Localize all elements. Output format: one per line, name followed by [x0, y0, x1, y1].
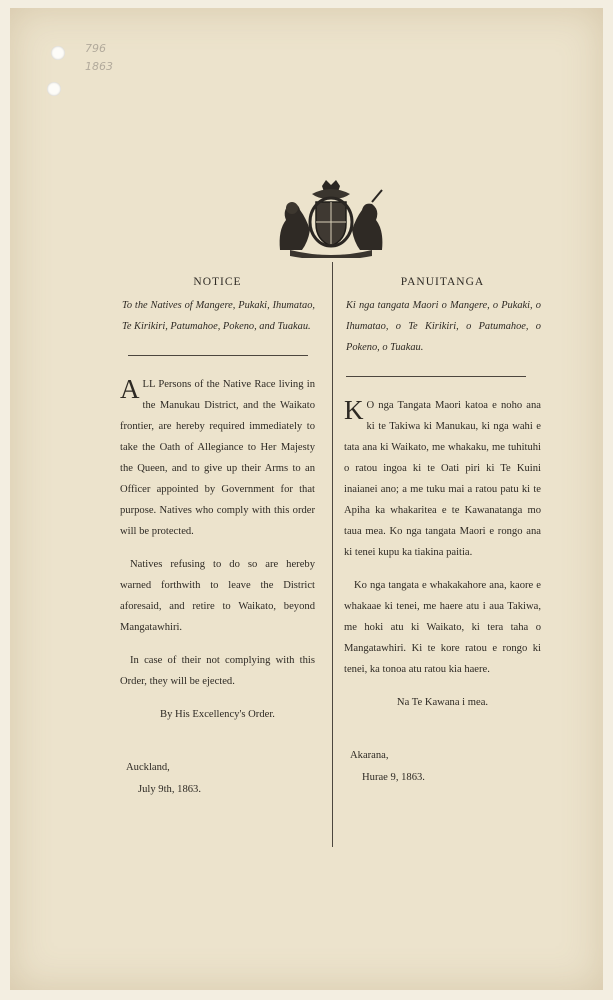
english-subheading: To the Natives of Mangere, Pukaki, Ihumatao, Te Kirikiri, Patumahoe, Pokeno, and Tuakau.: [122, 300, 315, 332]
pencil-annotation: [85, 40, 113, 76]
english-signature: By His Excellency's Order.: [160, 709, 275, 720]
english-paragraph-3: In case of their not complying with this Order, they will be ejected.: [120, 655, 315, 687]
english-paragraph-2: Natives refusing to do so are hereby warned forthwith to leave the District aforesaid, and retire to Waikato, beyond Mangatawhiri.: [120, 559, 315, 633]
maori-subheading: Ki nga tangata Maori o Mangere, o Pukaki, o Ihumatao, o Te Kirikiri, o Patumahoe, o Pokeno, o Tuakau.: [346, 300, 541, 353]
english-notice: [120, 272, 315, 801]
maori-signature: Na Te Kawana i mea.: [396, 697, 489, 708]
maori-paragraph-1: K O nga Tangata Maori katoa e noho ana ki te Takiwa ki Manukau, ki nga wahi e tata ana ki Waikato, me whakaku, me tuhituhi o ratou ingoa ki te Oati piri ki Te Kuini inaianei ano; a me tuku mai a ratou patu ki te Apiha ka whakaritea e te Kawanatanga mo taua mea. Ko nga tangata Maori e rongo ana ki tenei kupu ka tiakina paitia.: [344, 395, 541, 558]
maori-paragraph-2: Ko nga tangata e whakakahore ana, kaore e whakaae ki tenei, me haere atu i aua Takiwa, me hoki atu ki Waikato, ki tera taha o Mangatawhiri. Ki te kore ratou e rongo ki tenei, ka tonoa atu ratou kia haere.: [344, 580, 541, 675]
english-heading: NOTICE: [193, 276, 242, 288]
maori-notice: [344, 272, 541, 789]
maori-heading: PANUITANGA: [400, 276, 485, 288]
english-place: Auckland,: [126, 762, 170, 773]
punch-hole: [51, 46, 65, 60]
divider: [346, 376, 526, 377]
royal-coat-of-arms: [272, 180, 390, 258]
pencil-note-number: 796: [85, 42, 106, 55]
english-date: July 9th, 1863.: [138, 784, 201, 795]
maori-place: Akarana,: [350, 750, 389, 761]
drop-cap: A: [120, 374, 140, 404]
pencil-note-year: 1863: [85, 60, 113, 73]
divider: [128, 355, 308, 356]
drop-cap: K: [344, 395, 364, 425]
column-divider: [332, 262, 333, 847]
english-paragraph-1: ALL Persons of the Native Race living in the Manukau District, and the Waikato frontier, are hereby required immediately to take the Oath of Allegiance to Her Majesty the Queen, and to give up their Arms to an Officer appointed by Government for that purpose. Natives who comply with this order will be protected.: [120, 374, 315, 537]
maori-date: Hurae 9, 1863.: [362, 772, 425, 783]
punch-hole: [47, 82, 61, 96]
